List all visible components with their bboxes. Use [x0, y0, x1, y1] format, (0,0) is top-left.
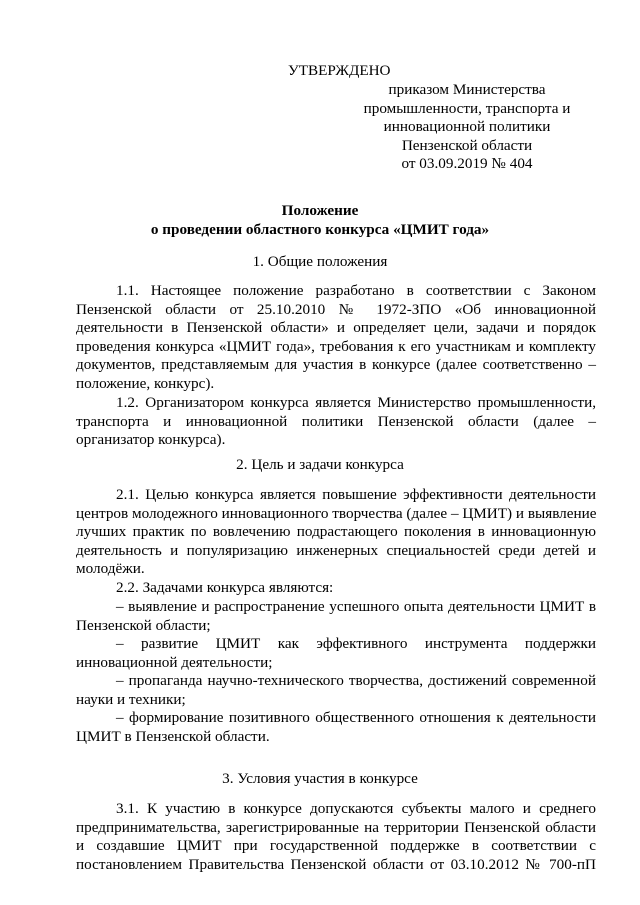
approval-heading: УТВЕРЖДЕНО [288, 62, 391, 79]
paragraph-2-2: 2.2. Задачами конкурса являются: [116, 579, 334, 596]
approval-line: от 03.09.2019 № 404 [401, 155, 533, 173]
approval-stamp [288, 62, 588, 173]
title-line-2: о проведении областного конкурса «ЦМИТ года» [150, 220, 490, 238]
paragraph-1-1: 1.1. Настоящее положение разработано в соответствии с Законом Пензенской области от 25.10.2010 № 1972-ЗПО «Об инновационной деятельности в Пензенской области» и определяет цели, задачи и порядок проведения конкурса «ЦМИТ года», требования к его участникам и комплекту документов, представляемым для участия в конкурсе (далее соответственно – положение, конкурс). [76, 282, 596, 392]
approval-line: приказом Министерства [388, 81, 546, 99]
section-heading-3: 3. Условия участия в конкурсе [222, 770, 418, 787]
section-heading-1: 1. Общие положения [252, 253, 388, 270]
paragraph-1-2: 1.2. Организатором конкурса является Министерство промышленности, транспорта и инновационной политики Пензенской области (далее – организатор конкурса). [76, 394, 596, 449]
task-item-2: – развитие ЦМИТ как эффективного инструмента поддержки инновационной деятельности; [76, 635, 596, 671]
title-line-1: Положение [281, 202, 359, 219]
paragraph-3-1: 3.1. К участию в конкурсе допускаются субъекты малого и среднего предпринимательства, зарегистрированные на территории Пензенской области и создавшие ЦМИТ при государственной поддержке в соответствии с постановлением Правительства Пензенской области от 03.10.2012 № 700-пП [76, 800, 596, 873]
section-heading-2: 2. Цель и задачи конкурса [236, 456, 404, 473]
approval-line: промышленности, транспорта и [363, 99, 571, 117]
task-item-4: – формирование позитивного общественного отношения к деятельности ЦМИТ в Пензенской области. [76, 709, 596, 745]
document-title [0, 202, 640, 239]
approval-line: Пензенской области [401, 136, 533, 154]
paragraph-2-1: 2.1. Целью конкурса является повышение эффективности деятельности центров молодежного инновационного творчества (далее – ЦМИТ) и выявление лучших практик по вовлечению подрастающего поколения в инновационную деятельность и популяризацию инженерных специальностей среди детей и молодёжи. [76, 486, 597, 578]
task-item-1: – выявление и распространение успешного опыта деятельности ЦМИТ в Пензенской области; [76, 598, 596, 634]
approval-line: инновационной политики [383, 118, 551, 136]
task-item-3: – пропаганда научно-технического творчества, достижений современной науки и техники; [76, 672, 596, 708]
